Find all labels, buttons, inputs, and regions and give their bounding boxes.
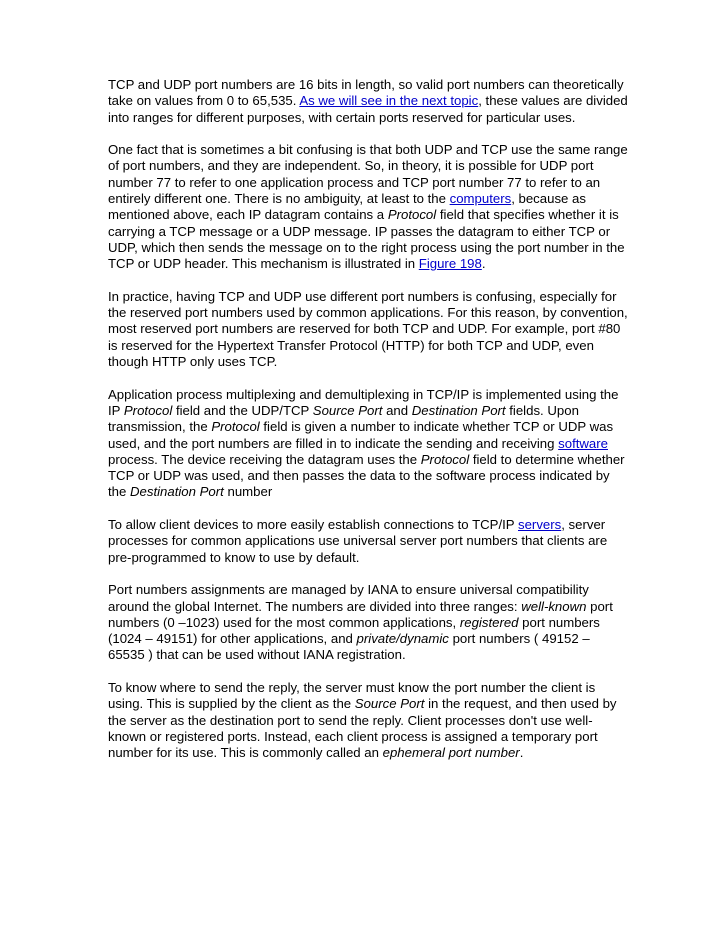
italic-term: registered xyxy=(459,614,519,630)
next-topic-link[interactable]: As we will see in the next topic xyxy=(299,93,479,109)
paragraph-ephemeral-ports xyxy=(108,680,628,761)
text-run: number xyxy=(223,484,273,500)
italic-term: Destination Port xyxy=(130,484,224,500)
text-run: field and the UDP/TCP xyxy=(172,402,313,418)
paragraph-port-number-range xyxy=(108,77,628,126)
text-run: TCP and UDP port numbers are 16 bits in length, so valid port numbers can theoretically take on values from 0 to 65,535. xyxy=(108,77,624,109)
italic-term: Protocol xyxy=(211,419,260,435)
text-run: fields. Upon transmission, the xyxy=(108,402,579,435)
text-run: Application process multiplexing and demultiplexing in TCP/IP is implemented using the IP xyxy=(108,386,619,418)
text-run: field is given a number to indicate whether TCP or UDP was used, and the port numbers are filled in to indicate the sending and receiving xyxy=(108,419,614,451)
italic-term: well-known xyxy=(521,598,587,614)
text-run: port numbers ( 49152 – 65535 ) that can be used without IANA registration. xyxy=(108,631,590,663)
servers-link[interactable]: servers xyxy=(518,517,562,533)
italic-term: Source Port xyxy=(354,696,425,712)
italic-term: Protocol xyxy=(123,402,173,418)
text-run: . xyxy=(519,745,524,761)
paragraph-reserved-ports xyxy=(108,289,628,370)
text-run: process. The device receiving the datagram uses the xyxy=(108,451,421,467)
text-run: In practice, having TCP and UDP use different port numbers is confusing, especially for the reserved port numbers used by common applications. For this reason, by convention, most reserved port numbers are reserved for both TCP and UDP. For example, port #80 is reserved for the Hypertext Transfer Protocol (HTTP) for both TCP and UDP, even though HTTP only uses TCP. xyxy=(108,288,628,370)
text-run: field that specifies whether it is carrying a TCP message or a UDP message. IP passes the datagram to either TCP or UDP, which then sends the message on to the right process using the port number in the TCP or UDP header. This mechanism is illustrated in xyxy=(108,207,625,272)
text-run: . xyxy=(481,256,486,272)
italic-term: ephemeral port number xyxy=(382,745,520,761)
text-run: port numbers (1024 – 49151) for other applications, and xyxy=(108,614,600,647)
text-run: Port numbers assignments are managed by IANA to ensure universal compatibility around the global Internet. The numbers are divided into three ranges: xyxy=(108,582,589,614)
text-run: , because as mentioned above, each IP datagram contains a xyxy=(108,191,586,223)
text-run: , server processes for common applications use universal server port numbers that clients are pre-programmed to know to use by default. xyxy=(108,517,608,565)
text-run: port numbers (0 –1023) used for the most common applications, xyxy=(108,598,613,630)
paragraph-server-ports xyxy=(108,517,628,566)
document-page xyxy=(108,77,628,778)
italic-term: Destination Port xyxy=(411,402,506,418)
computers-link[interactable]: computers xyxy=(449,191,512,207)
italic-term: Protocol xyxy=(420,451,470,467)
text-run: field to determine whether TCP or UDP was used, and then passes the data to the software process indicated by the xyxy=(108,451,625,500)
paragraph-independent-ports xyxy=(108,142,628,272)
italic-term: Source Port xyxy=(312,402,383,418)
software-link[interactable]: software xyxy=(558,435,608,451)
text-run: To know where to send the reply, the server must know the port number the client is using. This is supplied by the client as the xyxy=(108,679,596,712)
figure-198-link[interactable]: Figure 198 xyxy=(418,256,482,272)
paragraph-multiplexing xyxy=(108,387,628,501)
italic-term: Protocol xyxy=(387,207,437,223)
text-run: To allow client devices to more easily establish connections to TCP/IP xyxy=(108,517,518,533)
italic-term: private/dynamic xyxy=(356,631,449,647)
paragraph-iana-ranges xyxy=(108,582,628,663)
text-run: in the request, and then used by the server as the destination port to send the reply. Client processes don't use well-known or registered ports. Instead, each client process is assigned a temporary port number for its use. This is commonly called an xyxy=(108,696,617,761)
text-run: , these values are divided into ranges for different purposes, with certain ports reserved for particular uses. xyxy=(108,93,628,125)
text-run: and xyxy=(382,402,412,418)
text-run: One fact that is sometimes a bit confusing is that both UDP and TCP use the same range of port numbers, and they are independent. So, in theory, it is possible for UDP port number 77 to refer to one application process and TCP port number 77 to refer to an entirely different one. There is no ambiguity, at least to the xyxy=(108,142,628,207)
